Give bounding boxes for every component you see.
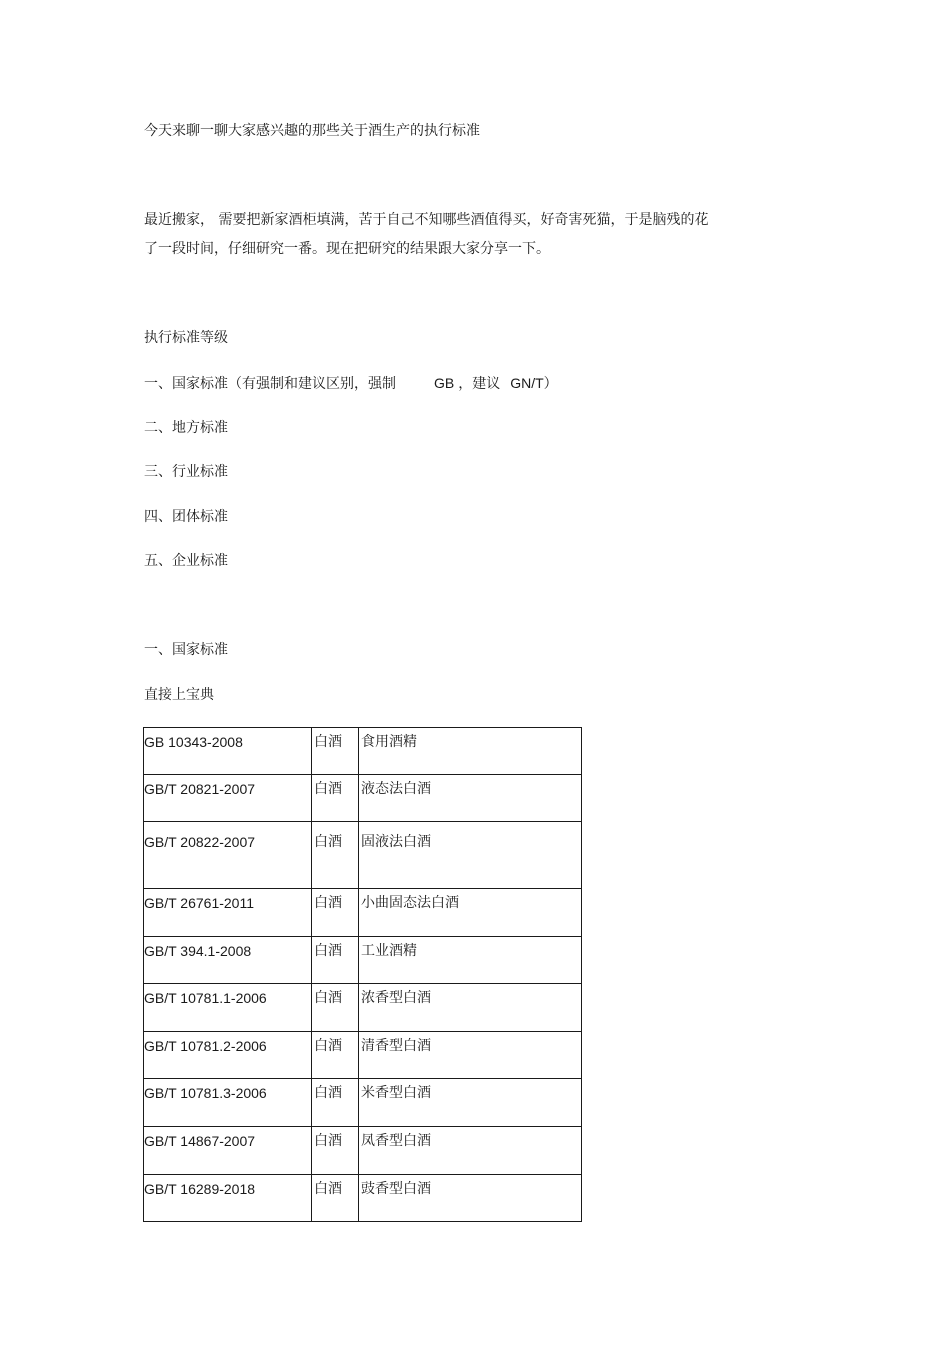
level-item-1	[144, 373, 558, 394]
article-title: 今天来聊一聊大家感兴趣的那些关于酒生产的执行标准	[144, 123, 480, 139]
standard-name: 豉香型白酒	[359, 1175, 582, 1222]
level-item-1-gnt: GN/T）	[510, 375, 558, 391]
table-row	[144, 775, 582, 822]
intro-line-2: 了一段时间，仔细研究一番。现在把研究的结果跟大家分享一下。	[144, 241, 550, 257]
table-row	[144, 984, 582, 1032]
level-item-2: 二、地方标准	[144, 420, 228, 436]
standard-code: GB/T 394.1-2008	[144, 937, 312, 984]
level-item-1-suggest: ，建议	[458, 376, 501, 392]
levels-heading: 执行标准等级	[144, 330, 228, 346]
level-item-1-prefix: 一、国家标准（有强制和建议区别，强制	[144, 376, 396, 392]
level-item-3: 三、行业标准	[144, 464, 228, 480]
standard-code: GB/T 14867-2007	[144, 1127, 312, 1175]
standard-name: 工业酒精	[359, 937, 582, 984]
standard-code: GB 10343-2008	[144, 728, 312, 775]
table-row	[144, 1127, 582, 1175]
intro-line-1: 最近搬家， 需要把新家酒柜填满，苦于自己不知哪些酒值得买，好奇害死猫，于是脑残的花	[144, 212, 709, 228]
table-row	[144, 889, 582, 937]
standard-name: 固液法白酒	[359, 822, 582, 889]
level-item-4: 四、团体标准	[144, 509, 228, 525]
standards-table	[143, 727, 582, 1222]
standard-code: GB/T 16289-2018	[144, 1175, 312, 1222]
table-row	[144, 1079, 582, 1127]
standard-name: 食用酒精	[359, 728, 582, 775]
standard-category: 白酒	[312, 728, 359, 775]
standard-code: GB/T 26761-2011	[144, 889, 312, 937]
standard-name: 米香型白酒	[359, 1079, 582, 1127]
standard-code: GB/T 10781.1-2006	[144, 984, 312, 1032]
table-row	[144, 822, 582, 889]
standard-category: 白酒	[312, 937, 359, 984]
standard-code: GB/T 10781.2-2006	[144, 1032, 312, 1079]
standard-name: 小曲固态法白酒	[359, 889, 582, 937]
table-row	[144, 1032, 582, 1079]
standard-category: 白酒	[312, 889, 359, 937]
standard-name: 凤香型白酒	[359, 1127, 582, 1175]
standard-category: 白酒	[312, 984, 359, 1032]
level-item-1-gb: GB	[434, 375, 455, 391]
level-item-5: 五、企业标准	[144, 553, 228, 569]
standard-category: 白酒	[312, 1079, 359, 1127]
national-heading: 一、国家标准	[144, 642, 228, 658]
standard-category: 白酒	[312, 1175, 359, 1222]
standard-category: 白酒	[312, 822, 359, 889]
standard-category: 白酒	[312, 1127, 359, 1175]
standard-name: 浓香型白酒	[359, 984, 582, 1032]
table-row	[144, 937, 582, 984]
standard-code: GB/T 10781.3-2006	[144, 1079, 312, 1127]
standard-name: 清香型白酒	[359, 1032, 582, 1079]
standard-code: GB/T 20822-2007	[144, 822, 312, 889]
standard-category: 白酒	[312, 775, 359, 822]
table-row	[144, 1175, 582, 1222]
standard-code: GB/T 20821-2007	[144, 775, 312, 822]
national-subheading: 直接上宝典	[144, 687, 214, 703]
standard-category: 白酒	[312, 1032, 359, 1079]
table-row	[144, 728, 582, 775]
standard-name: 液态法白酒	[359, 775, 582, 822]
